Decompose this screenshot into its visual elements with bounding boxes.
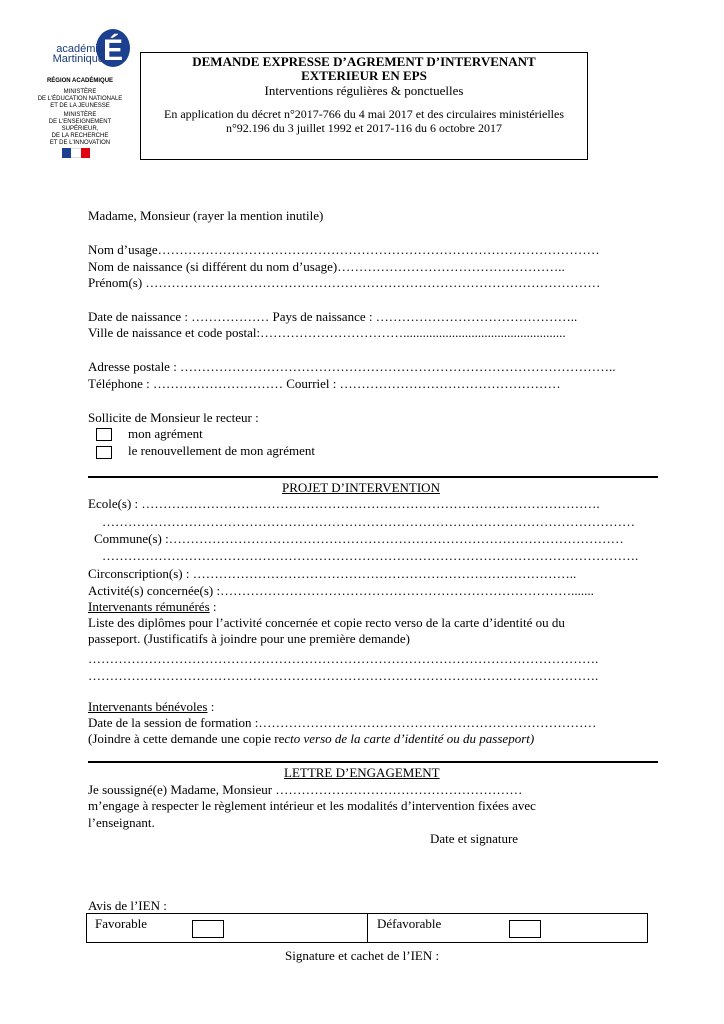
defavorable-checkbox[interactable]: [509, 920, 541, 938]
field-communes-cont[interactable]: …………………………………………………………………………………………………………….: [102, 548, 639, 563]
field-circonscriptions[interactable]: Circonscription(s) : ……………………………………………………………………………..: [88, 566, 577, 581]
table-cell-separator: [367, 914, 368, 942]
logo-region: RÉGION ACADÉMIQUE: [46, 78, 114, 84]
field-ecoles-cont[interactable]: ……………………………………………………………………………………………………………: [102, 514, 635, 529]
remuneres-heading: [88, 599, 217, 615]
field-diplomes-line1[interactable]: ……………………………………………………………………………………………………….: [88, 651, 599, 666]
favorable-checkbox[interactable]: [192, 920, 224, 938]
form-subtitle: Interventions régulières & ponctuelles: [264, 83, 464, 98]
form-header-box: [140, 52, 588, 160]
logo-word-academie: académie: [56, 43, 104, 55]
field-prenom[interactable]: Prénom(s) ……………………………………………………………………………………………: [88, 275, 601, 290]
section-title-engagement: LETTRE D’ENGAGEMENT: [284, 765, 440, 780]
engagement-text1: m’engage à respecter le règlement intérieur et les modalités d’intervention fixées avec: [88, 798, 536, 813]
french-flag-icon: [62, 148, 90, 158]
option-renouvellement-label: le renouvellement de mon agrément: [128, 443, 315, 458]
form-title-line1: DEMANDE EXPRESSE D’AGREMENT D’INTERVENANT: [192, 54, 536, 69]
field-adresse[interactable]: Adresse postale : ………………………………………………………………………………………..: [88, 359, 616, 374]
remuneres-colon: :: [209, 599, 217, 614]
field-session-formation[interactable]: Date de la session de formation :……………………………………………………………………: [88, 715, 597, 730]
defavorable-label: Défavorable: [377, 916, 442, 931]
section-divider: [88, 761, 658, 763]
signature-ien-label: Signature et cachet de l’IEN :: [285, 948, 440, 963]
date-signature-label: Date et signature: [430, 831, 519, 846]
field-nom-usage[interactable]: Nom d’usage…………………………………………………………………………………………: [88, 242, 600, 257]
salutation: Madame, Monsieur (rayer la mention inutile): [88, 208, 324, 223]
remuneres-text1: Liste des diplômes pour l’activité concernée et copie recto verso de la carte d’identité ou du: [88, 615, 565, 630]
checkbox-renouvellement[interactable]: [96, 446, 112, 459]
joindre-note-plain: (Joindre à cette demande une copie re: [88, 731, 285, 746]
field-ville-naissance[interactable]: Ville de naissance et code postal:……………………………..................................................: [88, 325, 566, 340]
field-activites[interactable]: Activité(s) concernée(s) :……………………………………………………………………….......: [88, 583, 594, 598]
benevoles-colon: :: [207, 699, 215, 714]
joindre-note: [88, 731, 534, 747]
section-divider: [88, 476, 658, 478]
logo-ministry-education: MINISTÈRE DE L'ÉDUCATION NATIONALE ET DE LA JEUNESSE: [37, 89, 123, 109]
avis-ien-table: [86, 913, 648, 943]
form-title-line2: EXTERIEUR EN EPS: [301, 68, 427, 83]
remuneres-title: Intervenants rémunérés: [88, 599, 210, 614]
logo-ministry-higher-ed: MINISTÈRE DE L'ENSEIGNEMENT SUPÉRIEUR, DE LA RECHERCHE ET DE L'INNOVATION: [48, 112, 112, 146]
field-communes[interactable]: Commune(s) :……………………………………………………………………………………………: [94, 531, 624, 546]
joindre-note-italic: cto verso de la carte d’identité ou du passeport): [284, 731, 535, 746]
request-intro: Sollicite de Monsieur le recteur :: [88, 410, 259, 425]
favorable-label: Favorable: [95, 916, 147, 931]
checkbox-agrement[interactable]: [96, 428, 112, 441]
benevoles-heading: [88, 699, 214, 715]
svg-text:É: É: [102, 34, 124, 67]
avis-ien-label: Avis de l’IEN :: [88, 898, 167, 913]
remuneres-text2: passeport. (Justificatifs à joindre pour une première demande): [88, 631, 410, 646]
field-ecoles[interactable]: Ecole(s) : …………………………………………………………………………………………….: [88, 496, 600, 511]
option-agrement-label: mon agrément: [128, 426, 203, 441]
decree-line1: En application du décret n°2017-766 du 4 mai 2017 et des circulaires ministérielles: [163, 107, 565, 121]
field-soussigne[interactable]: Je soussigné(e) Madame, Monsieur …………………………………………………: [88, 782, 523, 797]
field-diplomes-line2[interactable]: ……………………………………………………………………………………………………….: [88, 668, 599, 683]
decree-line2: n°92.196 du 3 juillet 1992 et 2017-116 du 6 octobre 2017: [226, 121, 502, 135]
engagement-text2: l’enseignant.: [88, 815, 155, 830]
section-title-projet: PROJET D’INTERVENTION: [282, 480, 440, 495]
field-nom-naissance[interactable]: Nom de naissance (si différent du nom d’usage)……………………………………………..: [88, 259, 565, 274]
field-telephone-courriel[interactable]: Téléphone : ………………………… Courriel : ……………………………………………: [88, 376, 561, 391]
logo-word-martinique: Martinique: [52, 53, 104, 65]
field-date-pays-naissance[interactable]: Date de naissance : ……………… Pays de naissance : ………………………………………..: [88, 309, 578, 324]
benevoles-title: Intervenants bénévoles: [88, 699, 208, 714]
